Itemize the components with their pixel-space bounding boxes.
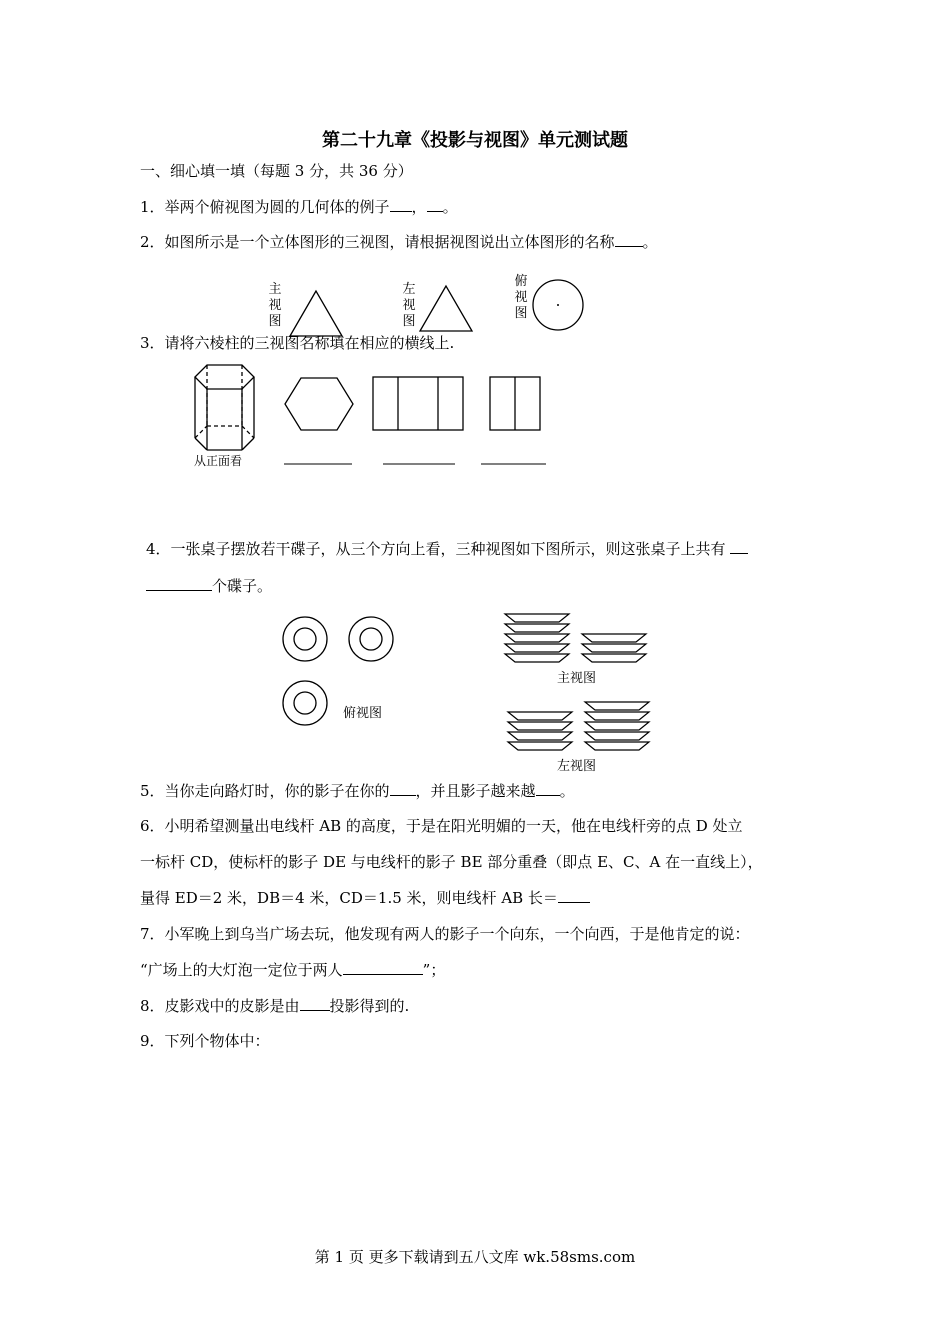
- plate: [585, 712, 649, 720]
- plate: [582, 634, 646, 642]
- q5-blank-1[interactable]: [390, 781, 416, 796]
- question-6-line-3: [140, 887, 590, 908]
- left-view-stack-left: [508, 712, 572, 750]
- plate: [582, 644, 646, 652]
- question-6-line-1: 6．小明希望测量出电线杆 AB 的高度，于是在阳光明媚的一天，他在电线杆旁的点 D 处立: [140, 817, 743, 835]
- q4-text: 4．一张桌子摆放若干碟子，从三个方向上看，三种视图如下图所示，则这张桌子上共有: [146, 540, 726, 558]
- page-title: 第二十九章《投影与视图》单元测试题: [322, 130, 628, 151]
- question-6-line-2: 一标杆 CD，使标杆的影子 DE 与电线杆的影子 BE 部分重叠（即点 E、C、A 在一直线上），: [140, 853, 763, 871]
- q6-text: 量得 ED＝2 米，DB＝4 米，CD＝1.5 米，则电线杆 AB 长＝: [140, 889, 558, 907]
- q2-left-view-label: 左视图: [402, 282, 416, 329]
- q1-sep: ，: [411, 198, 427, 216]
- q1-end: 。: [442, 198, 458, 216]
- plate: [585, 722, 649, 730]
- plate: [508, 712, 572, 720]
- plate: [508, 722, 572, 730]
- question-7-line-1: 7．小军晚上到乌当广场去玩，他发现有两人的影子一个向东，一个向西，于是他肯定的说：: [140, 925, 750, 943]
- plate: [508, 732, 572, 740]
- q5-text-b: ，并且影子越来越: [415, 782, 536, 800]
- left-view-stack-right: [585, 702, 649, 750]
- q3-front-label: 从正面看: [194, 454, 243, 468]
- question-5: [140, 780, 575, 801]
- question-7-line-2: [140, 959, 445, 980]
- question-3: 3．请将六棱柱的三视图名称填在相应的横线上.: [140, 334, 455, 352]
- q6-blank[interactable]: [558, 888, 590, 903]
- q4-main-view-label: 主视图: [557, 671, 597, 686]
- plate: [508, 742, 572, 750]
- plate: [585, 732, 649, 740]
- q7-blank[interactable]: [343, 960, 423, 975]
- q7-text-b: ”；: [422, 961, 446, 979]
- q4-top-view-label: 俯视图: [343, 706, 383, 721]
- q8-text-b: 投影得到的.: [329, 997, 410, 1015]
- plate: [505, 644, 569, 652]
- q1-text: 1．举两个俯视图为圆的几何体的例子: [140, 198, 390, 216]
- q2-end: 。: [642, 233, 658, 251]
- q8-text-a: 8．皮影戏中的皮影是由: [140, 997, 300, 1015]
- q5-text-a: 5．当你走向路灯时，你的影子在你的: [140, 782, 390, 800]
- plate: [505, 654, 569, 662]
- plate: [585, 742, 649, 750]
- question-8: [140, 995, 409, 1016]
- question-9: 9．下列个物体中：: [140, 1032, 270, 1050]
- q4-text-b: 个碟子。: [212, 577, 273, 595]
- main-view-stack-left: [505, 614, 569, 662]
- plate: [582, 654, 646, 662]
- q2-top-view-label: 俯视图: [514, 274, 528, 321]
- q5-end: 。: [559, 782, 575, 800]
- q4-left-view-label: 左视图: [557, 759, 597, 774]
- q5-blank-2[interactable]: [536, 781, 560, 796]
- q2-main-view-label: 主视图: [268, 282, 282, 329]
- plate: [505, 624, 569, 632]
- page-footer: 第 1 页 更多下载请到五八文库 wk.58sms.com: [314, 1248, 636, 1266]
- q7-text-a: “广场上的大灯泡一定位于两人: [140, 961, 343, 979]
- plate: [585, 702, 649, 710]
- q8-blank[interactable]: [300, 996, 330, 1011]
- section-heading: 一、细心填一填（每题 3 分，共 36 分）: [140, 162, 413, 180]
- main-view-stack-right: [582, 634, 646, 662]
- plate: [505, 614, 569, 622]
- plate: [505, 634, 569, 642]
- q2-text: 2．如图所示是一个立体图形的三视图，请根据视图说出立体图形的名称: [140, 233, 615, 251]
